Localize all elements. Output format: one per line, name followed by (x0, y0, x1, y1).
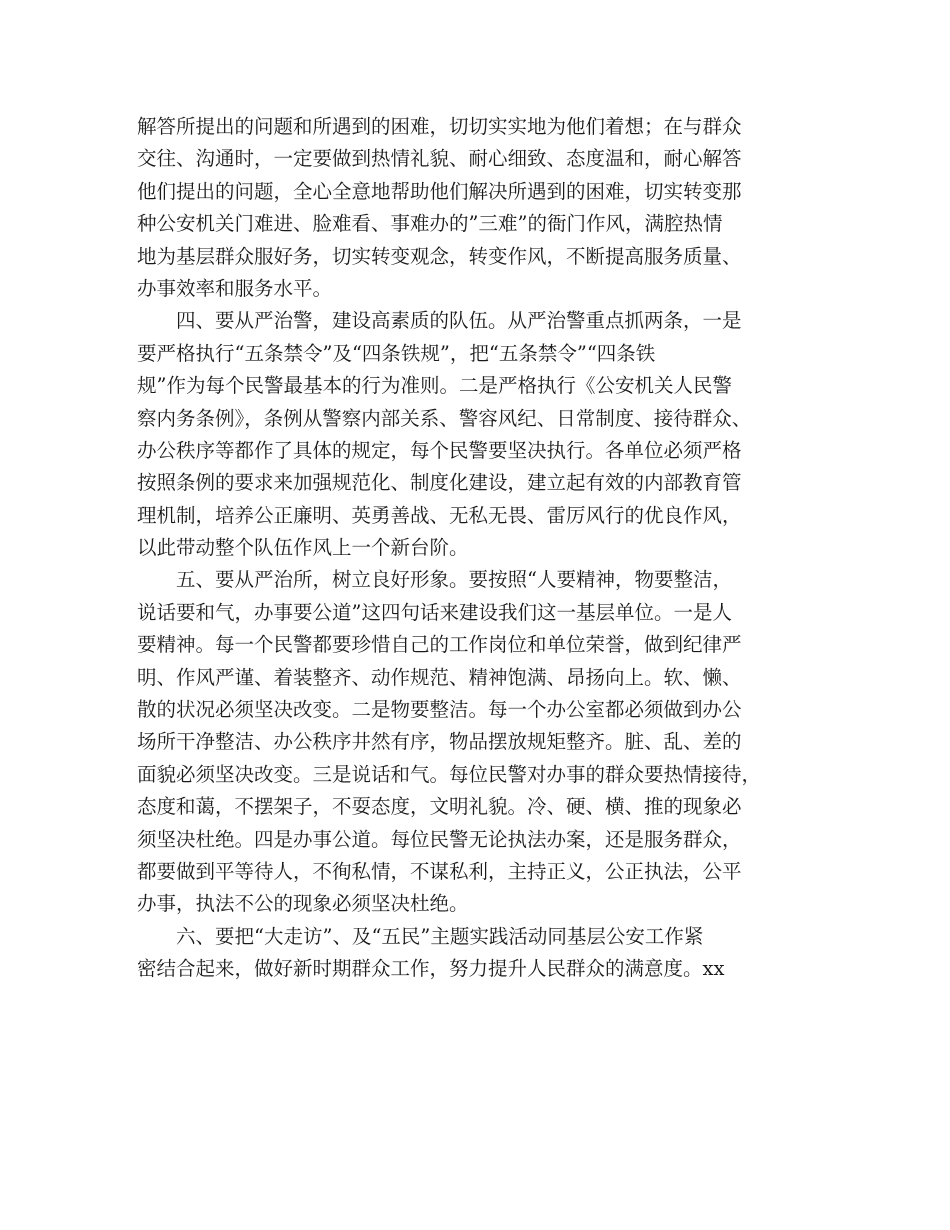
text-line: 理机制，培养公正廉明、英勇善战、无私无畏、雷厉风行的优良作风， (137, 503, 742, 527)
text-line: 面貌必须坚决改变。三是说话和气。每位民警对办事的群众要热情接待， (137, 762, 762, 786)
text-line: 察内务条例》，条例从警察内部关系、警容风纪、日常制度、接待群众、 (137, 406, 752, 430)
document-body (137, 111, 827, 986)
text-line: 地为基层群众服好务，切实转变观念，转变作风，不断提高服务质量、 (137, 244, 742, 268)
text-line: 交往、沟通时，一定要做到热情礼貌、耐心细致、态度温和，耐心解答 (137, 147, 742, 171)
text-line: 按照条例的要求来加强规范化、制度化建设，建立起有效的内部教育管 (137, 471, 742, 495)
text-line: 办公秩序等都作了具体的规定，每个民警要坚决执行。各单位必须严格 (137, 438, 742, 462)
text-line: 都要做到平等待人，不徇私情，不谋私利，主持正义，公正执法，公平 (137, 859, 742, 883)
text-line: 他们提出的问题，全心全意地帮助他们解决所遇到的困难，切实转变那 (137, 179, 742, 203)
text-line: 种公安机关门难进、脸难看、事难办的”三难”的衙门作风，满腔热情 (137, 212, 723, 236)
text-line: 要严格执行“五条禁令”及“四条铁规”，把“五条禁令”“四条铁 (137, 341, 656, 365)
text-line: 明、作风严谨、着装整齐、动作规范、精神饱满、昂扬向上。软、懒、 (137, 665, 742, 689)
text-line: 五、要从严治所，树立良好形象。要按照“人要精神，物要整洁， (137, 568, 732, 592)
text-line: 办事效率和服务水平。 (137, 276, 333, 300)
text-line: 说话要和气，办事要公道”这四句话来建设我们这一基层单位。一是人 (137, 600, 732, 624)
text-line: 密结合起来，做好新时期群众工作，努力提升人民群众的满意度。xx (137, 957, 725, 981)
text-line: 办事，执法不公的现象必须坚决杜绝。 (137, 892, 469, 916)
text-line: 规”作为每个民警最基本的行为准则。二是严格执行《公安机关人民警 (137, 374, 732, 398)
text-line: 散的状况必须坚决改变。二是物要整洁。每一个办公室都必须做到办公 (137, 698, 742, 722)
text-line: 以此带动整个队伍作风上一个新台阶。 (137, 536, 469, 560)
text-line: 态度和蔼，不摆架子，不耍态度，文明礼貌。冷、硬、横、推的现象必 (137, 795, 742, 819)
text-line: 要精神。每一个民警都要珍惜自己的工作岗位和单位荣誉，做到纪律严 (137, 633, 742, 657)
text-line: 须坚决杜绝。四是办事公道。每位民警无论执法办案，还是服务群众， (137, 827, 742, 851)
text-line: 六、要把“大走访”、及“五民”主题实践活动同基层公安工作紧 (137, 924, 704, 948)
text-line: 场所干净整洁、办公秩序井然有序，物品摆放规矩整齐。脏、乱、差的 (137, 730, 742, 754)
text-line: 解答所提出的问题和所遇到的困难，切切实实地为他们着想；在与群众 (137, 115, 742, 138)
text-line: 四、要从严治警，建设高素质的队伍。从严治警重点抓两条，一是 (137, 309, 742, 333)
